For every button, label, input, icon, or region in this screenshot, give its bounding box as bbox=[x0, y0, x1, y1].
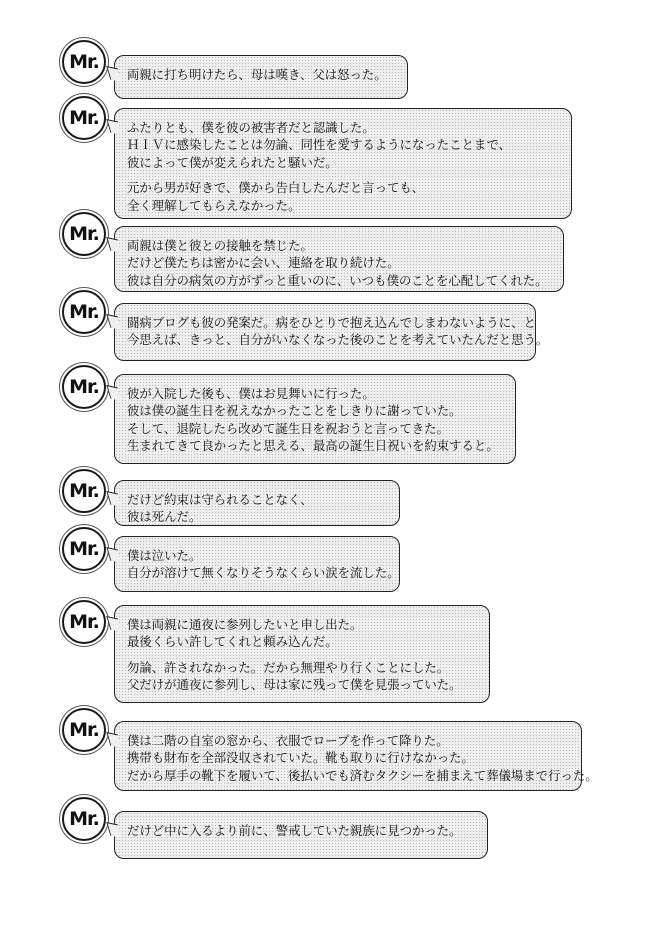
message-line: 元から男が好きで、僕から告白したんだと言っても、 bbox=[127, 180, 425, 196]
speaker-avatar: Mr. bbox=[62, 212, 106, 256]
message-bubble bbox=[114, 480, 400, 526]
message-bubble bbox=[114, 303, 549, 361]
message-line: 勿論、許されなかった。だから無理やり行くことにした。 bbox=[127, 659, 450, 675]
message-line: 今思えば、きっと、自分がいなくなった後のことを考えていたんだと思う。 bbox=[127, 332, 549, 348]
speaker-avatar: Mr. bbox=[62, 96, 106, 140]
message-line: だから厚手の靴下を履いて、後払いでも済むタクシーを捕まえて葬儀場まで行った。 bbox=[127, 767, 598, 783]
message-line: 彼によって僕が変えられたと騒いだ。 bbox=[127, 154, 338, 170]
message-line: 僕は二階の自室の窓から、衣服でロープを作って降りた。 bbox=[127, 733, 449, 748]
message-line: ＨＩＶに感染したことは勿論、同性を愛するようになったことまで、 bbox=[127, 137, 511, 153]
paragraph-gap bbox=[127, 651, 479, 659]
message-line: 最後くらい許してくれと頼み込んだ。 bbox=[127, 634, 338, 650]
message-line: 闘病ブログも彼の発案だ。病をひとりで抱え込んでしまわないように、と bbox=[127, 315, 536, 330]
message-line: 携帯も財布を全部没収されていた。靴も取りに行けなかった。 bbox=[127, 750, 474, 766]
speaker-avatar: Mr. bbox=[62, 708, 106, 752]
message-bubble bbox=[114, 811, 488, 859]
message-bubble bbox=[114, 226, 564, 292]
message-line: 彼は自分の病気の方がずっと重いのに、いつも僕のことを心配してくれた。 bbox=[127, 272, 548, 288]
speaker-avatar: Mr. bbox=[62, 40, 106, 84]
message-line: そして、退院したら改めて誕生日を祝おうと言ってきた。 bbox=[127, 420, 449, 436]
speaker-avatar: Mr. bbox=[62, 290, 106, 334]
message-line: 両親に打ち明けたら、母は嘆き、父は怒った。 bbox=[127, 67, 387, 82]
message-bubble bbox=[114, 536, 400, 592]
message-line: ふたりとも、僕を彼の被害者だと認識した。 bbox=[127, 120, 375, 135]
message-line: 僕は泣いた。 bbox=[127, 548, 202, 563]
message-line: だけど約束は守られることなく、 bbox=[127, 492, 313, 507]
message-bubble bbox=[114, 374, 516, 464]
message-line: 全く理解してもらえなかった。 bbox=[127, 197, 301, 213]
speaker-avatar: Mr. bbox=[62, 469, 106, 513]
message-line: 彼が入院した後も、僕はお見舞いに行った。 bbox=[127, 386, 375, 401]
paragraph-gap bbox=[127, 171, 561, 179]
speaker-avatar: Mr. bbox=[62, 797, 106, 841]
message-bubble bbox=[114, 605, 490, 703]
message-line: だけど中に入るより前に、警戒していた親族に見つかった。 bbox=[127, 823, 462, 838]
message-line: 僕は両親に通夜に参列したいと申し出た。 bbox=[127, 617, 363, 632]
message-bubble bbox=[114, 108, 572, 219]
message-line: 彼は僕の誕生日を祝えなかったことをしきりに謝っていた。 bbox=[127, 403, 462, 419]
message-bubble bbox=[114, 721, 598, 791]
message-line: だけど僕たちは密かに会い、連絡を取り続けた。 bbox=[127, 255, 400, 271]
message-line: 両親は僕と彼との接触を禁じた。 bbox=[127, 238, 313, 253]
speaker-avatar: Mr. bbox=[62, 527, 106, 571]
message-line: 彼は死んだ。 bbox=[127, 509, 202, 525]
message-line: 父だけが通夜に参列し、母は家に残って僕を見張っていた。 bbox=[127, 677, 462, 693]
message-line: 生まれてきて良かったと思える、最高の誕生日祝いを約束すると。 bbox=[127, 438, 499, 454]
message-bubble bbox=[114, 55, 408, 99]
message-line: 自分が溶けて無くなりそうなくらい涙を流した。 bbox=[127, 565, 400, 581]
speaker-avatar: Mr. bbox=[62, 600, 106, 644]
speaker-avatar: Mr. bbox=[62, 365, 106, 409]
